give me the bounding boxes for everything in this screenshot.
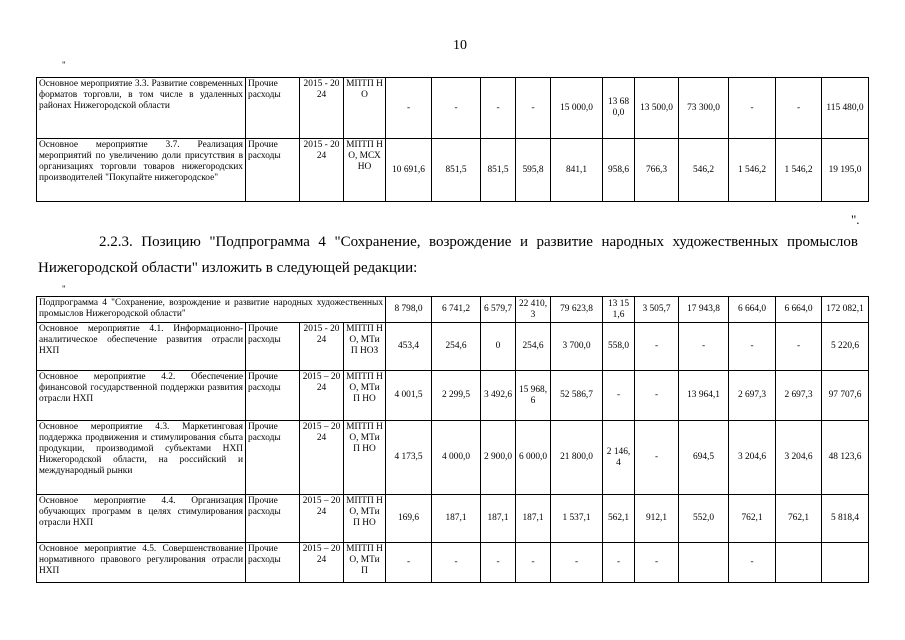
subprogram-name-cell: Подпрограмма 4 "Сохранение, возрождение и развитие народных художественных промыслов Нижегородской области"	[37, 297, 386, 323]
year-value-cell: -	[481, 78, 516, 139]
period-cell: 2015 – 2024	[300, 543, 344, 583]
year-value-cell: 3 492,6	[481, 371, 516, 421]
table-row	[37, 543, 869, 583]
year-value-cell: 2 697,3	[776, 371, 822, 421]
year-value-cell: -	[776, 78, 822, 139]
year-value-cell: 3 204,6	[729, 421, 776, 495]
year-value-cell: -	[729, 323, 776, 371]
year-value-cell: 595,8	[516, 139, 551, 202]
year-value-cell: 4 000,0	[432, 421, 481, 495]
year-value-cell: 762,1	[729, 495, 776, 543]
table-row	[37, 421, 869, 495]
year-value-cell: 558,0	[603, 323, 635, 371]
executor-cell: МПТП НО, МТиП НО	[344, 495, 386, 543]
year-value-cell: 73 300,0	[679, 78, 729, 139]
table-row	[37, 323, 869, 371]
year-value-cell: 453,4	[386, 323, 432, 371]
year-value-cell: 3 700,0	[551, 323, 603, 371]
executor-cell: МПТП НО, МТиП НО	[344, 421, 386, 495]
year-value-cell: -	[516, 78, 551, 139]
year-value-cell: 21 800,0	[551, 421, 603, 495]
year-value-cell: -	[635, 421, 679, 495]
year-value-cell: 6 664,0	[776, 297, 822, 323]
year-value-cell: 4 173,5	[386, 421, 432, 495]
year-value-cell: 958,6	[603, 139, 635, 202]
expense-type-cell: Прочие расходы	[246, 543, 300, 583]
expense-type-cell: Прочие расходы	[246, 421, 300, 495]
year-value-cell: 254,6	[432, 323, 481, 371]
year-value-cell: 841,1	[551, 139, 603, 202]
total-value-cell: 5 818,4	[822, 495, 869, 543]
executor-cell: МПТП НО	[344, 78, 386, 139]
year-value-cell: -	[635, 543, 679, 583]
table-row	[37, 139, 869, 202]
table-row	[37, 78, 869, 139]
year-value-cell: 546,2	[679, 139, 729, 202]
expense-type-cell: Прочие расходы	[246, 139, 300, 202]
year-value-cell: 3 505,7	[635, 297, 679, 323]
year-value-cell: -	[516, 543, 551, 583]
year-value-cell: 2 697,3	[729, 371, 776, 421]
year-value-cell: 1 546,2	[776, 139, 822, 202]
year-value-cell: 1 537,1	[551, 495, 603, 543]
year-value-cell: 851,5	[432, 139, 481, 202]
year-value-cell: 13 151,6	[603, 297, 635, 323]
year-value-cell: 2 146,4	[603, 421, 635, 495]
year-value-cell: 2 299,5	[432, 371, 481, 421]
activity-name-cell: Основное мероприятие 3.7. Реализация мероприятий по увеличению доли присутствия в организациях торговли товаров нижегородских производителей "Покупайте нижегородское"	[37, 139, 246, 202]
year-value-cell: 2 900,0	[481, 421, 516, 495]
executor-cell: МПТП НО, МТиП НО	[344, 371, 386, 421]
year-value-cell: 169,6	[386, 495, 432, 543]
period-cell: 2015 - 2024	[300, 323, 344, 371]
year-value-cell: -	[635, 371, 679, 421]
year-value-cell: 52 586,7	[551, 371, 603, 421]
subprogram-4-table	[36, 296, 869, 583]
period-cell: 2015 – 2024	[300, 495, 344, 543]
year-value-cell: -	[679, 323, 729, 371]
expense-type-cell: Прочие расходы	[246, 78, 300, 139]
year-value-cell: 187,1	[432, 495, 481, 543]
activity-name-cell: Основное мероприятие 4.5. Совершенствование нормативного правового регулирования отрасли НХП	[37, 543, 246, 583]
total-value-cell: 19 195,0	[822, 139, 869, 202]
year-value-cell: 15 968,6	[516, 371, 551, 421]
year-value-cell	[679, 543, 729, 583]
year-value-cell: -	[603, 371, 635, 421]
year-value-cell: 187,1	[481, 495, 516, 543]
period-cell: 2015 – 2024	[300, 371, 344, 421]
year-value-cell: 17 943,8	[679, 297, 729, 323]
year-value-cell: 6 000,0	[516, 421, 551, 495]
year-value-cell: 79 623,8	[551, 297, 603, 323]
closing-quote-mark: ".	[851, 212, 860, 227]
year-value-cell: 766,3	[635, 139, 679, 202]
activities-table-part-3	[36, 77, 869, 202]
year-value-cell: 254,6	[516, 323, 551, 371]
year-value-cell: 6 579,7	[481, 297, 516, 323]
year-value-cell: 562,1	[603, 495, 635, 543]
year-value-cell: 10 691,6	[386, 139, 432, 202]
total-value-cell: 172 082,1	[822, 297, 869, 323]
period-cell: 2015 - 2024	[300, 139, 344, 202]
year-value-cell: 6 741,2	[432, 297, 481, 323]
total-value-cell: 115 480,0	[822, 78, 869, 139]
page-number: 10	[453, 38, 467, 53]
year-value-cell: -	[729, 78, 776, 139]
opening-quote-mark-2: "	[62, 284, 66, 294]
year-value-cell: 22 410,3	[516, 297, 551, 323]
year-value-cell: -	[432, 78, 481, 139]
year-value-cell: 13 500,0	[635, 78, 679, 139]
activity-name-cell: Основное мероприятие 4.3. Маркетинговая поддержка продвижения и стимулирования сбыта продукции, производимой субъектами НХП Нижегородской области, на российский и международный рынки	[37, 421, 246, 495]
year-value-cell: 13 964,1	[679, 371, 729, 421]
activity-name-cell: Основное мероприятие 4.1. Информационно-аналитическое обеспечение развития отрасли НХП	[37, 323, 246, 371]
year-value-cell: -	[386, 543, 432, 583]
year-value-cell: 0	[481, 323, 516, 371]
expense-type-cell: Прочие расходы	[246, 323, 300, 371]
year-value-cell: -	[481, 543, 516, 583]
total-value-cell: 97 707,6	[822, 371, 869, 421]
period-cell: 2015 - 2024	[300, 78, 344, 139]
activity-name-cell: Основное мероприятие 4.4. Организация обучающих программ в целях стимулирования отрасли НХП	[37, 495, 246, 543]
year-value-cell: 694,5	[679, 421, 729, 495]
year-value-cell: 912,1	[635, 495, 679, 543]
opening-quote-mark: "	[62, 60, 66, 70]
year-value-cell: -	[635, 323, 679, 371]
activity-name-cell: Основное мероприятие 3.3. Развитие современных форматов торговли, в том числе в удаленных районах Нижегородской области	[37, 78, 246, 139]
year-value-cell: 552,0	[679, 495, 729, 543]
subprogram-summary-row	[37, 297, 869, 323]
total-value-cell: 5 220,6	[822, 323, 869, 371]
executor-cell: МПТП НО, МТиП	[344, 543, 386, 583]
total-value-cell: 48 123,6	[822, 421, 869, 495]
year-value-cell: -	[603, 543, 635, 583]
amendment-paragraph: 2.2.3. Позицию "Подпрограмма 4 "Сохранение, возрождение и развитие народных художественных промыслов Нижегородской области" изложить в следующей редакции:	[38, 234, 858, 276]
year-value-cell: -	[386, 78, 432, 139]
year-value-cell: -	[776, 323, 822, 371]
executor-cell: МПТП НО, МТиП НОЗ	[344, 323, 386, 371]
year-value-cell: 762,1	[776, 495, 822, 543]
year-value-cell: 3 204,6	[776, 421, 822, 495]
executor-cell: МПТП НО, МСХ НО	[344, 139, 386, 202]
total-value-cell	[822, 543, 869, 583]
year-value-cell: 187,1	[516, 495, 551, 543]
year-value-cell	[776, 543, 822, 583]
year-value-cell: -	[551, 543, 603, 583]
year-value-cell: 8 798,0	[386, 297, 432, 323]
year-value-cell: 13 680,0	[603, 78, 635, 139]
expense-type-cell: Прочие расходы	[246, 495, 300, 543]
activity-name-cell: Основное мероприятие 4.2. Обеспечение финансовой государственной поддержки развития отрасли НХП	[37, 371, 246, 421]
year-value-cell: 1 546,2	[729, 139, 776, 202]
table-row	[37, 371, 869, 421]
table-row	[37, 495, 869, 543]
expense-type-cell: Прочие расходы	[246, 371, 300, 421]
year-value-cell: -	[729, 543, 776, 583]
year-value-cell: 15 000,0	[551, 78, 603, 139]
year-value-cell: 851,5	[481, 139, 516, 202]
year-value-cell: -	[432, 543, 481, 583]
period-cell: 2015 – 2024	[300, 421, 344, 495]
year-value-cell: 6 664,0	[729, 297, 776, 323]
year-value-cell: 4 001,5	[386, 371, 432, 421]
